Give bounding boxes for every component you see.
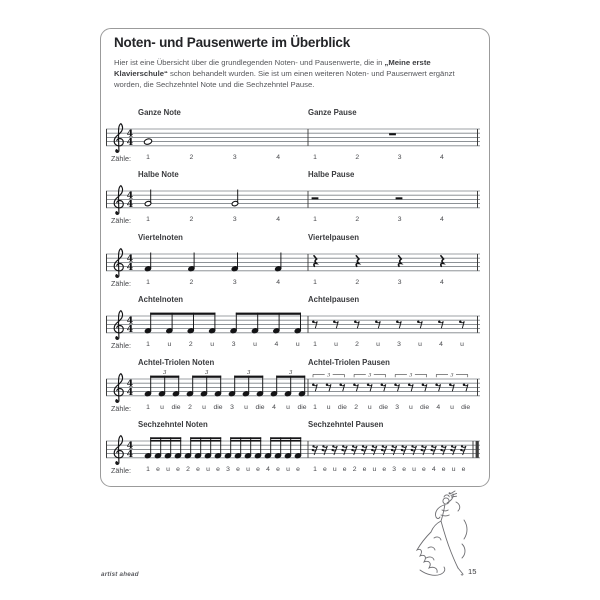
count: 2 (188, 341, 193, 349)
count: 1 (313, 341, 317, 349)
count: e (176, 466, 180, 473)
pause-label: Sechzehntel Pausen (308, 420, 384, 429)
svg-text:3: 3 (288, 369, 293, 376)
svg-text:4: 4 (126, 199, 134, 211)
count: 4 (440, 154, 444, 161)
svg-text:3: 3 (327, 371, 331, 378)
count: 2 (355, 278, 360, 286)
count: 3 (392, 466, 397, 473)
svg-text:4: 4 (126, 261, 134, 273)
intro-text (114, 58, 480, 90)
zaehle-row (106, 341, 484, 353)
count: u (244, 403, 248, 411)
count: u (160, 403, 164, 411)
zaehle-label: Zähle: (111, 154, 131, 163)
treble-clef-icon (114, 186, 123, 215)
count: e (196, 466, 200, 473)
count: 3 (230, 403, 234, 411)
time-signature (127, 378, 134, 398)
pause-label: Achtelpausen (308, 295, 360, 305)
pause-label: Ganze Pause (308, 108, 357, 117)
staff-system (106, 358, 484, 416)
treble-clef-icon (114, 436, 123, 465)
zaehle-row (106, 216, 484, 228)
count: u (409, 403, 413, 411)
count: 3 (232, 154, 237, 161)
count: 2 (355, 216, 360, 224)
count: e (461, 466, 466, 473)
count: u (450, 403, 454, 411)
count: 4 (436, 403, 441, 411)
staff (106, 429, 484, 469)
svg-text:4: 4 (126, 324, 134, 336)
svg-text:4: 4 (126, 128, 134, 140)
count: e (422, 466, 426, 473)
count: u (418, 341, 422, 349)
count: die (337, 403, 347, 411)
count: 4 (439, 341, 443, 349)
publisher-logo: artist ahead (101, 571, 139, 578)
count: u (451, 466, 456, 473)
count: u (367, 403, 372, 411)
count: 4 (272, 403, 276, 411)
count: 3 (232, 216, 237, 224)
svg-text:3: 3 (246, 369, 251, 376)
count: 3 (231, 341, 236, 349)
svg-text:3: 3 (204, 369, 209, 376)
svg-text:3: 3 (368, 371, 372, 378)
count: u (372, 466, 377, 473)
time-signature (127, 441, 134, 461)
zaehle-label: Zähle: (111, 216, 131, 226)
count: 1 (146, 278, 150, 286)
count: 2 (189, 216, 194, 224)
staff (106, 242, 484, 282)
count: 2 (355, 341, 359, 349)
note-label: Achtel-Triolen Noten (138, 357, 215, 367)
count: e (382, 466, 387, 473)
staff (106, 117, 484, 157)
intro-before: Hier ist eine Übersicht über die grundlegenden Noten- und Pausenwerte, die in (114, 58, 385, 67)
count: die (255, 403, 265, 411)
intro-after: schon behandelt wurden. Sie ist um einen weiteren Noten- und Pausenwert ergänzt worden, die Sechzehntel Note und die Sechzehntel Pause. (114, 68, 455, 89)
staff-system (106, 295, 484, 353)
count: 4 (276, 216, 281, 224)
svg-text:3: 3 (409, 371, 413, 378)
count: u (210, 341, 215, 349)
count: e (441, 466, 446, 473)
staff (106, 304, 484, 344)
count: e (323, 466, 327, 473)
count: 1 (313, 278, 317, 286)
count: e (236, 466, 240, 473)
treble-clef-icon (114, 124, 123, 153)
count: u (286, 403, 290, 411)
time-signature (127, 316, 134, 336)
count: 1 (313, 403, 317, 411)
staff-system (106, 420, 484, 478)
count: 2 (352, 466, 357, 473)
svg-text:3: 3 (162, 369, 167, 376)
count: e (362, 466, 367, 473)
count: 2 (355, 154, 360, 161)
svg-text:3: 3 (450, 371, 454, 378)
count: u (202, 403, 206, 411)
count: 2 (188, 403, 192, 411)
pause-label: Achtel-Triolen Pausen (308, 357, 390, 367)
count: e (256, 466, 260, 473)
zaehle-label: Zähle: (111, 403, 131, 413)
count: 3 (395, 403, 400, 411)
count: 4 (431, 466, 436, 473)
zaehle-row (106, 279, 484, 291)
count: 2 (354, 403, 358, 411)
count: 4 (440, 216, 444, 224)
svg-text:4: 4 (126, 440, 134, 452)
count: 3 (397, 278, 402, 286)
count: 4 (276, 278, 281, 286)
count: 3 (397, 341, 401, 349)
svg-text:4: 4 (126, 137, 134, 149)
treble-clef-icon (114, 248, 123, 277)
count: die (213, 403, 223, 411)
intro-bold: „Meine erste Klavierschule“ (114, 58, 431, 78)
svg-text:4: 4 (126, 253, 134, 265)
treble-clef-icon (114, 311, 123, 340)
count: u (286, 466, 290, 473)
count: u (206, 466, 210, 473)
count: u (376, 341, 380, 349)
note-label: Ganze Note (138, 108, 181, 117)
zaehle-row (106, 466, 484, 478)
page-title: Noten- und Pausenwerte im Überblick (114, 35, 351, 50)
count: 1 (146, 403, 150, 411)
zaehle-label: Zähle: (111, 466, 131, 475)
time-signature (127, 129, 134, 149)
count: u (167, 341, 172, 349)
time-signature (127, 253, 134, 273)
count: die (420, 403, 430, 411)
count: 2 (186, 466, 190, 473)
count: 4 (266, 466, 270, 473)
count: die (461, 403, 471, 411)
zaehle-label: Zähle: (111, 278, 131, 288)
count: e (402, 466, 406, 473)
count: e (342, 466, 347, 473)
count: 1 (146, 466, 150, 473)
zaehle-row (106, 154, 484, 166)
count: 4 (276, 154, 281, 161)
count: u (332, 466, 337, 473)
count: u (295, 341, 300, 349)
staff-system (106, 108, 484, 166)
count: u (334, 341, 338, 349)
pause-label: Viertelpausen (308, 232, 359, 242)
page-number: 15 (468, 567, 477, 576)
zaehle-label: Zähle: (111, 341, 131, 351)
svg-text:4: 4 (126, 386, 134, 398)
count: u (460, 341, 464, 349)
staff (106, 367, 484, 407)
staff-system (106, 170, 484, 228)
count: 2 (189, 154, 194, 161)
time-signature (127, 191, 134, 211)
count: 3 (397, 216, 402, 224)
count: 3 (397, 154, 402, 161)
count: 4 (274, 341, 279, 349)
staff-system (106, 233, 484, 291)
count: 1 (313, 154, 317, 161)
note-label: Sechzehntel Noten (138, 420, 208, 429)
count: 1 (146, 341, 150, 349)
count: 4 (440, 278, 444, 286)
note-label: Achtelnoten (138, 295, 184, 305)
count: u (166, 466, 170, 473)
svg-text:4: 4 (126, 190, 134, 202)
treble-clef-icon (114, 373, 123, 402)
zaehle-row (106, 404, 484, 416)
count: e (156, 466, 160, 473)
svg-text:4: 4 (126, 449, 134, 461)
staff (106, 179, 484, 219)
count: die (171, 403, 181, 411)
count: u (253, 341, 257, 349)
svg-text:4: 4 (126, 315, 134, 327)
note-label: Halbe Note (138, 170, 179, 180)
count: 3 (232, 278, 237, 286)
count: u (326, 403, 331, 411)
count: 1 (146, 216, 150, 224)
pause-label: Halbe Pause (308, 170, 355, 180)
count: 3 (226, 466, 230, 473)
count: die (297, 403, 307, 411)
count: u (412, 466, 416, 473)
svg-text:4: 4 (126, 378, 134, 390)
count: 1 (313, 466, 317, 473)
count: e (216, 466, 220, 473)
count: die (378, 403, 389, 411)
count: 1 (313, 216, 317, 224)
count: 1 (146, 154, 150, 161)
count: e (276, 466, 280, 473)
count: u (246, 466, 250, 473)
count: e (296, 466, 300, 473)
note-label: Viertelnoten (138, 232, 183, 242)
count: 2 (189, 278, 194, 286)
